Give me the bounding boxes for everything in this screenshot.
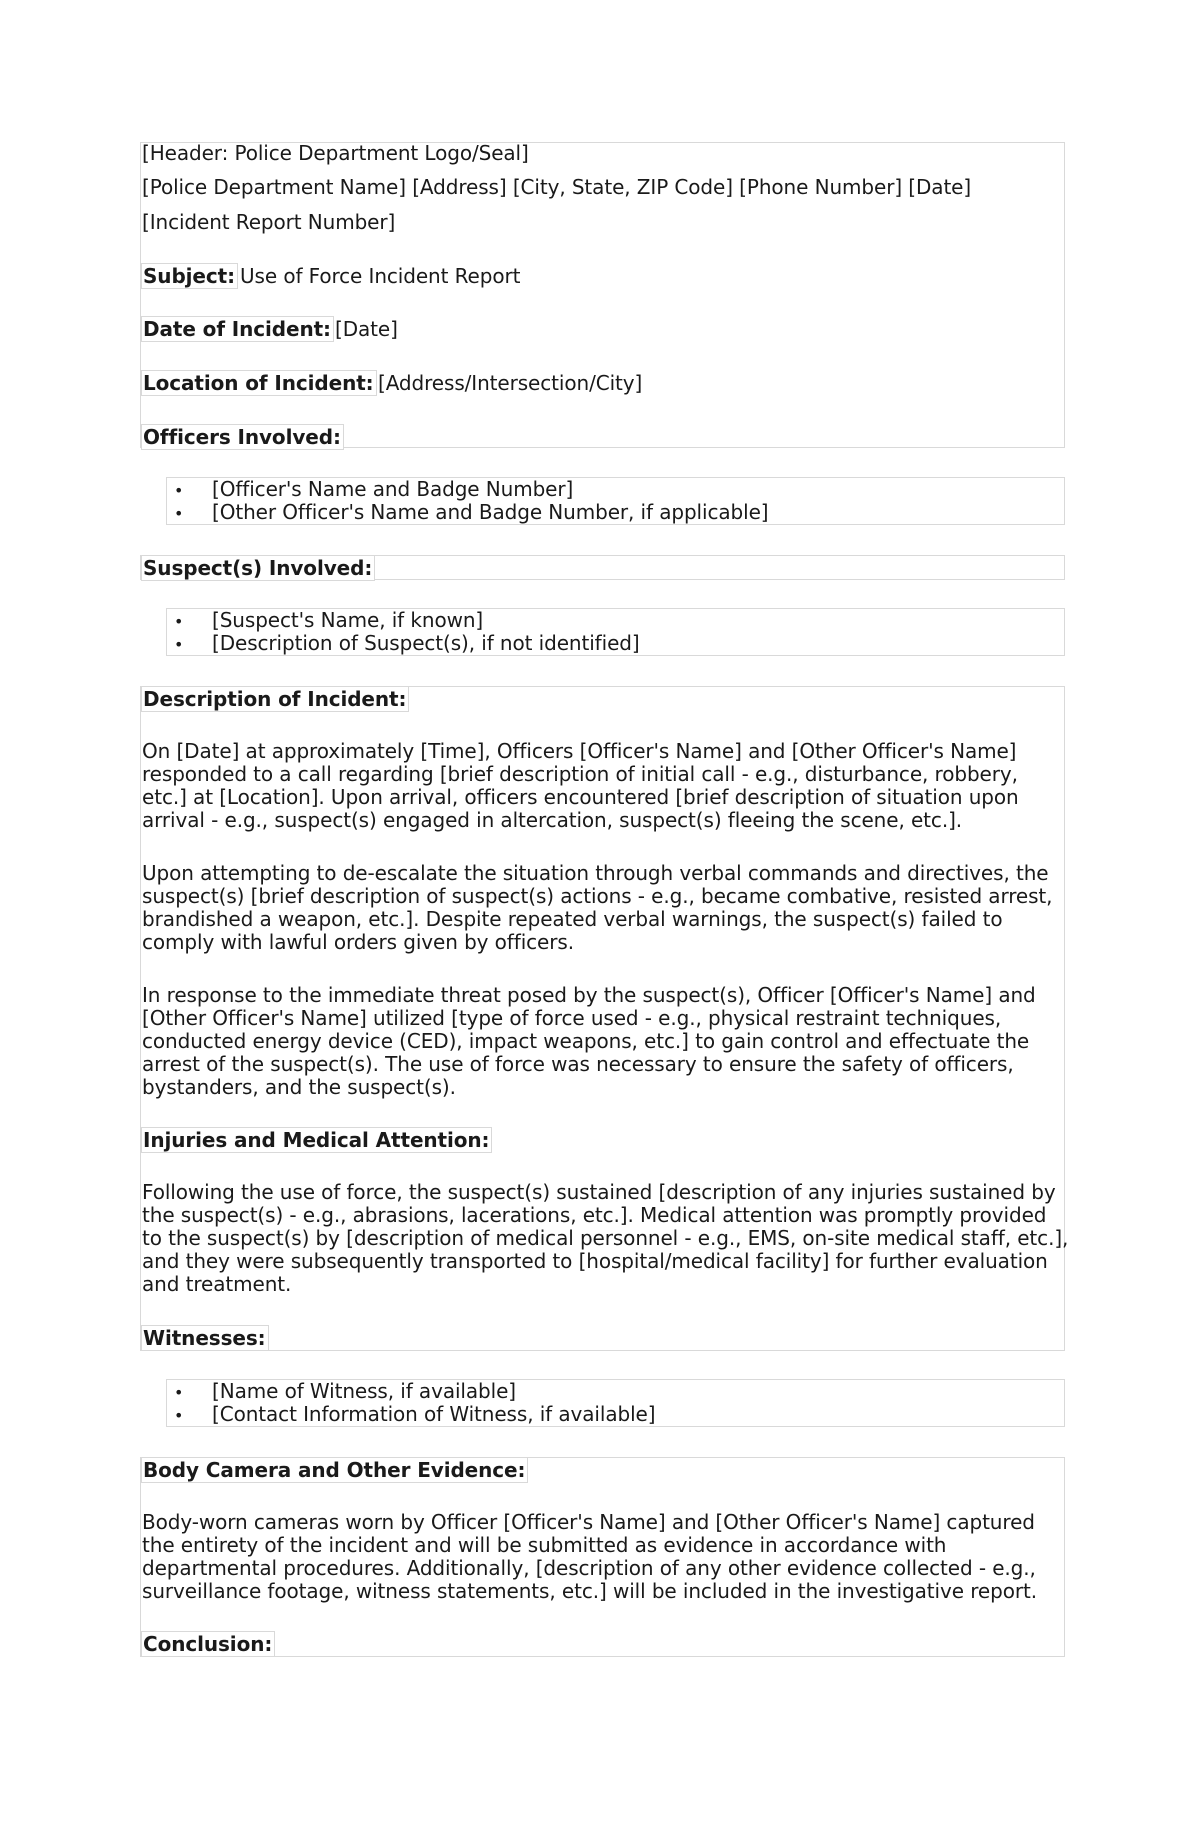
incident-report-number: [Incident Report Number]: [142, 210, 396, 234]
bullet-icon: •: [174, 481, 184, 500]
list-item: • [Suspect's Name, if known]: [174, 608, 484, 632]
date-of-incident-value: [Date]: [335, 317, 398, 341]
list-item: • [Officer's Name and Badge Number]: [174, 477, 574, 501]
bullet-icon: •: [174, 612, 184, 631]
subject-label: Subject:: [141, 263, 238, 289]
evidence-paragraph: Body-worn cameras worn by Officer [Officer's Name] and [Other Officer's Name] captured the entirety of the incident and will be submitted as evidence in accordance with departmental procedures. Additionally, [description of any other evidence collected - e.g., surveillance footage, witness statements, etc.] will be included in the investigative report.: [142, 1510, 1037, 1603]
list-item: • [Name of Witness, if available]: [174, 1379, 516, 1403]
subject-value: Use of Force Incident Report: [240, 264, 521, 288]
description-paragraph-2: Upon attempting to de-escalate the situation through verbal commands and directives, the suspect(s) [brief description of suspect(s) actions - e.g., became combative, resisted arrest, brandished a weapon, etc.]. Despite repeated verbal warnings, the suspect(s) failed to comply with lawful orders given by officers.: [142, 861, 1053, 954]
bullet-icon: •: [174, 635, 184, 654]
witnesses-label: Witnesses:: [141, 1325, 269, 1351]
description-of-incident-label: Description of Incident:: [141, 686, 409, 712]
description-paragraph-1: On [Date] at approximately [Time], Officers [Officer's Name] and [Other Officer's Name] responded to a call regarding [brief description of initial call - e.g., disturbance, robbery, etc.] at [Location]. Upon arrival, officers encountered [brief description of situation upon arrival - e.g., suspect(s) engaged in altercation, suspect(s) fleeing the scene, etc.].: [142, 739, 1019, 832]
department-contact-line: [Police Department Name] [Address] [City, State, ZIP Code] [Phone Number] [Date]: [142, 175, 972, 199]
bullet-icon: •: [174, 504, 184, 523]
bullet-icon: •: [174, 1406, 184, 1425]
officers-involved-label: Officers Involved:: [141, 424, 344, 450]
description-paragraph-3: In response to the immediate threat posed by the suspect(s), Officer [Officer's Name] and [Other Officer's Name] utilized [type of force used - e.g., physical restraint techniques, conducted energy device (CED), impact weapons, etc.] to gain control and effectuate the arrest of the suspect(s). The use of force was necessary to ensure the safety of officers, bystanders, and the suspect(s).: [142, 983, 1036, 1099]
header-logo-placeholder: [Header: Police Department Logo/Seal]: [142, 141, 529, 165]
bullet-icon: •: [174, 1383, 184, 1402]
injuries-label: Injuries and Medical Attention:: [141, 1127, 492, 1153]
suspects-involved-label: Suspect(s) Involved:: [141, 555, 375, 581]
location-of-incident-value: [Address/Intersection/City]: [378, 371, 643, 395]
body-camera-evidence-label: Body Camera and Other Evidence:: [141, 1457, 528, 1483]
list-item: • [Other Officer's Name and Badge Number, if applicable]: [174, 500, 769, 524]
list-item: • [Contact Information of Witness, if available]: [174, 1402, 656, 1426]
conclusion-label: Conclusion:: [141, 1631, 275, 1657]
date-of-incident-label: Date of Incident:: [141, 316, 334, 342]
injuries-paragraph: Following the use of force, the suspect(s) sustained [description of any injuries sustained by the suspect(s) - e.g., abrasions, lacerations, etc.]. Medical attention was promptly provided to the suspect(s) by [description of medical personnel - e.g., EMS, on-site medical staff, etc.], and they were subsequently transported to [hospital/medical facility] for further evaluation and treatment.: [142, 1180, 1069, 1296]
list-item: • [Description of Suspect(s), if not identified]: [174, 631, 640, 655]
location-of-incident-label: Location of Incident:: [141, 370, 377, 396]
